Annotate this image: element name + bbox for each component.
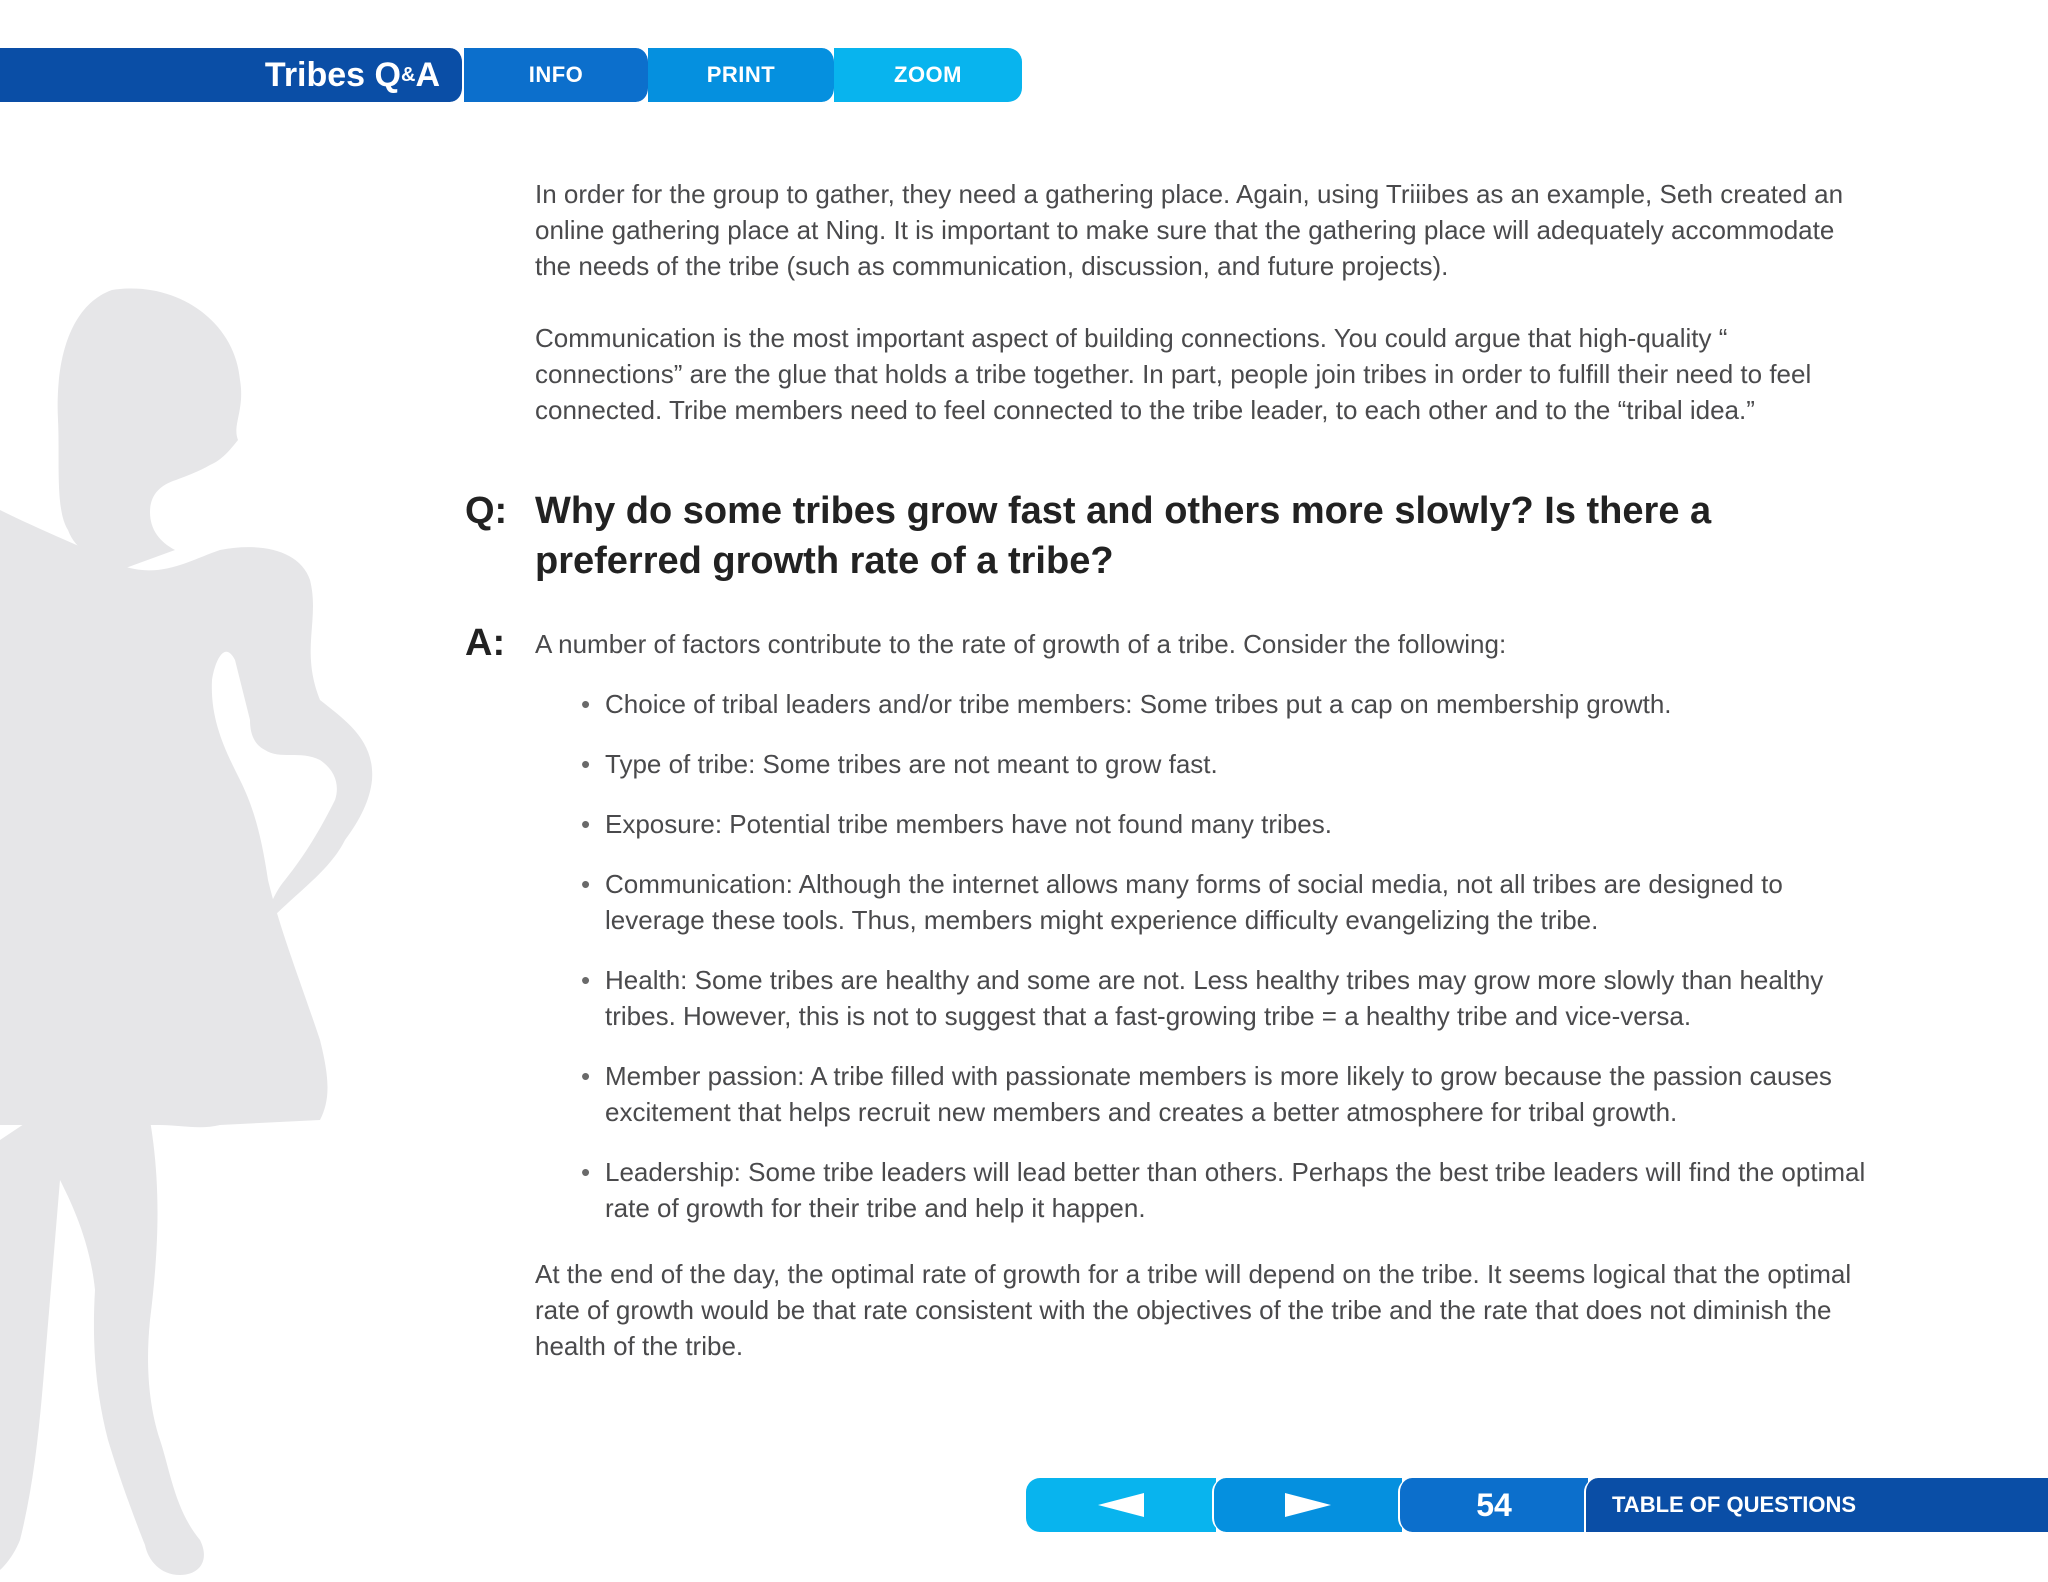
info-button[interactable]: INFO bbox=[462, 48, 650, 102]
brand-end: A bbox=[415, 55, 440, 94]
list-item: • Health: Some tribes are healthy and some are not. Less healthy tribes may grow more slowly than healthy tribes. However, this is not to suggest that a fast-growing tribe = a healthy tribe and vice-versa. bbox=[605, 962, 1875, 1034]
list-item: • Choice of tribal leaders and/or tribe members: Some tribes put a cap on membership growth. bbox=[605, 686, 1875, 722]
table-of-questions-button[interactable]: TABLE OF QUESTIONS bbox=[1584, 1478, 2048, 1532]
paragraph-gathering-place: In order for the group to gather, they need a gathering place. Again, using Triiibes as an example, Seth created an online gathering place at Ning. It is important to make sure that the gathering place will adequately accommodate the needs of the tribe (such as communication, discussion, and future projects). bbox=[535, 179, 1844, 281]
list-item: • Communication: Although the internet allows many forms of social media, not all tribes are designed to leverage these tools. Thus, members might experience difficulty evangelizing the tribe. bbox=[605, 866, 1875, 938]
previous-page-button[interactable] bbox=[1026, 1478, 1216, 1532]
right-arrow-icon bbox=[1285, 1493, 1331, 1517]
zoom-button[interactable]: ZOOM bbox=[834, 48, 1022, 102]
next-page-button[interactable] bbox=[1212, 1478, 1402, 1532]
page-content bbox=[465, 176, 1875, 1364]
answer-label: A: bbox=[465, 622, 506, 664]
list-item: • Member passion: A tribe filled with passionate members is more likely to grow because the passion causes excitement that helps recruit new members and creates a better atmosphere for tribal growth. bbox=[605, 1058, 1875, 1130]
top-navigation bbox=[0, 48, 1024, 102]
woman-silhouette-icon bbox=[0, 280, 400, 1580]
list-item: • Type of tribe: Some tribes are not meant to grow fast. bbox=[605, 746, 1875, 782]
answer-block bbox=[465, 622, 1875, 1364]
left-arrow-icon bbox=[1098, 1493, 1144, 1517]
question-text: Why do some tribes grow fast and others more slowly? Is there a preferred growth rate of a tribe? bbox=[535, 490, 1712, 582]
bottom-navigation bbox=[1026, 1478, 2048, 1532]
brand-ampersand: & bbox=[400, 63, 416, 86]
factors-list bbox=[535, 686, 1875, 1226]
list-item: • Exposure: Potential tribe members have not found many tribes. bbox=[605, 806, 1875, 842]
list-item: • Leadership: Some tribe leaders will lead better than others. Perhaps the best tribe leaders will find the optimal rate of growth for their tribe and help it happen. bbox=[605, 1154, 1875, 1226]
answer-intro: A number of factors contribute to the rate of growth of a tribe. Consider the following: bbox=[535, 629, 1507, 659]
paragraph-communication: Communication is the most important aspect of building connections. You could argue that high-quality “ connections” are the glue that holds a tribe together. In part, people join tribes in order to fulfill their need to feel connected. Tribe members need to feel connected to the tribe leader, to each other and to the “tribal idea.” bbox=[535, 323, 1812, 425]
question-block bbox=[465, 486, 1875, 586]
closing-paragraph: At the end of the day, the optimal rate of growth for a tribe will depend on the tribe. It seems logical that the optimal rate of growth would be that rate consistent with the objectives of the tribe and the rate that does not diminish the health of the tribe. bbox=[535, 1259, 1852, 1361]
brand-main: Tribes Q bbox=[264, 55, 401, 94]
print-button[interactable]: PRINT bbox=[648, 48, 836, 102]
brand-title[interactable] bbox=[0, 48, 464, 102]
question-label: Q: bbox=[465, 490, 508, 532]
page-number: 54 bbox=[1398, 1478, 1588, 1532]
